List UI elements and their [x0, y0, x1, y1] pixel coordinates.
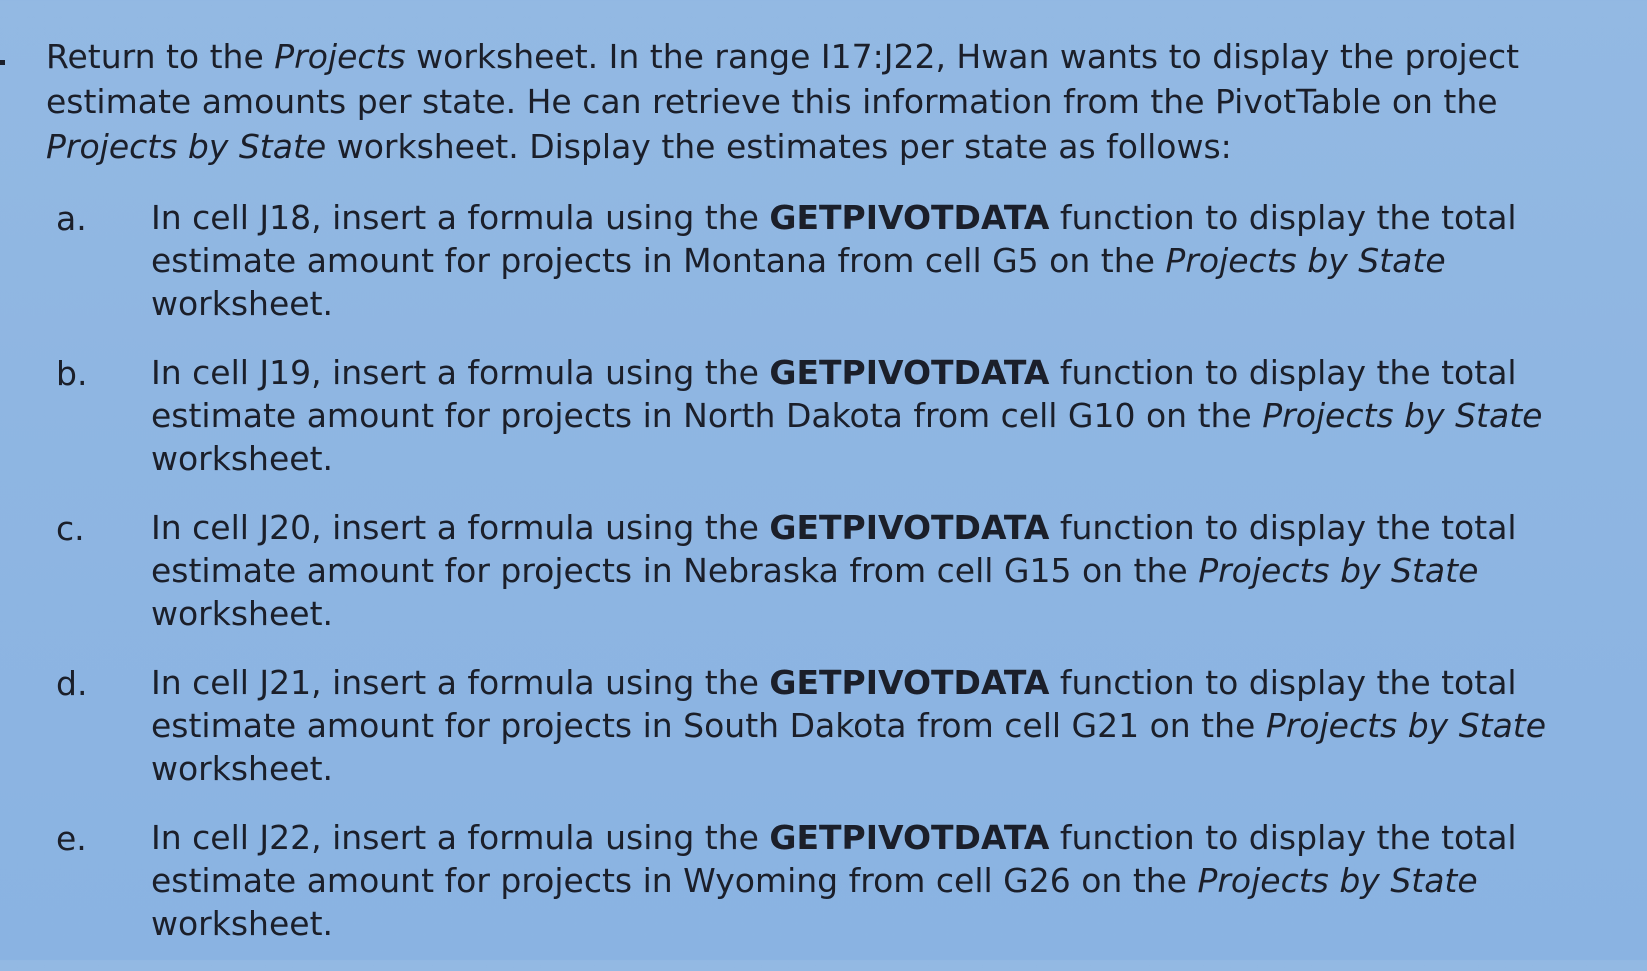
intro-paragraph	[46, 34, 1606, 169]
step-text-2: function to display the total estimate amount for projects in Nebraska from cell G15 on the	[151, 508, 1517, 590]
function-name: GETPIVOTDATA	[769, 198, 1050, 237]
step-text	[151, 196, 1581, 325]
intro-sheet-name-2: Projects by State	[46, 127, 327, 166]
step-text-3: worksheet.	[151, 904, 333, 943]
step-letter: c.	[56, 509, 85, 548]
step-text-1: In cell J20, insert a formula using the	[151, 508, 770, 547]
step-text-1: In cell J22, insert a formula using the	[151, 818, 770, 857]
step-sheet-name: Projects by State	[1197, 861, 1478, 900]
step-letter: d.	[56, 664, 88, 703]
intro-text-2: worksheet. In the range I17:J22, Hwan wants to display the project estimate amounts per state. He can retrieve this information from the PivotTable on the	[46, 37, 1520, 121]
step-text	[151, 661, 1581, 790]
step-text-2: function to display the total estimate amount for projects in South Dakota from cell G21 on the	[151, 663, 1517, 745]
intro-text-1: Return to the	[46, 37, 275, 76]
step-sheet-name: Projects by State	[1198, 551, 1479, 590]
step-c	[0, 506, 1647, 661]
step-text-1: In cell J18, insert a formula using the	[151, 198, 770, 237]
step-text	[151, 351, 1581, 480]
step-b	[0, 351, 1647, 506]
step-text-3: worksheet.	[151, 594, 333, 633]
step-d	[0, 661, 1647, 816]
steps-list	[0, 196, 1647, 971]
step-text-2: function to display the total estimate amount for projects in Montana from cell G5 on the	[151, 198, 1517, 280]
step-letter: b.	[56, 354, 88, 393]
function-name: GETPIVOTDATA	[769, 818, 1050, 857]
step-text-3: worksheet.	[151, 284, 333, 323]
intro-text-3: worksheet. Display the estimates per state as follows:	[326, 127, 1232, 166]
step-letter: a.	[56, 199, 87, 238]
step-sheet-name: Projects by State	[1165, 241, 1446, 280]
step-text	[151, 506, 1581, 635]
step-text-3: worksheet.	[151, 749, 333, 788]
step-text-3: worksheet.	[151, 439, 333, 478]
list-bullet	[0, 60, 5, 65]
step-a	[0, 196, 1647, 351]
step-text	[151, 816, 1581, 945]
intro-sheet-name: Projects	[274, 37, 406, 76]
step-text-1: In cell J19, insert a formula using the	[151, 353, 770, 392]
step-sheet-name: Projects by State	[1262, 396, 1543, 435]
function-name: GETPIVOTDATA	[769, 353, 1050, 392]
step-e	[0, 816, 1647, 971]
step-letter: e.	[56, 819, 87, 858]
step-text-1: In cell J21, insert a formula using the	[151, 663, 770, 702]
step-sheet-name: Projects by State	[1265, 706, 1547, 745]
step-text-2: function to display the total estimate amount for projects in Wyoming from cell G26 on the	[151, 818, 1517, 900]
function-name: GETPIVOTDATA	[769, 508, 1050, 547]
step-text-2: function to display the total estimate amount for projects in North Dakota from cell G10 on the	[151, 353, 1517, 435]
function-name: GETPIVOTDATA	[769, 663, 1050, 702]
